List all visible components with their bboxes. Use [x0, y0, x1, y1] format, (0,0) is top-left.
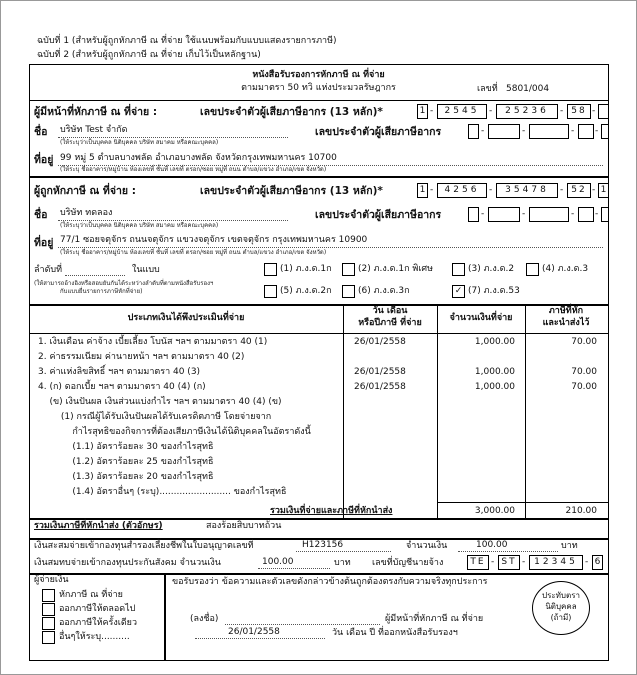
- doc-no-label: เลขที่: [477, 84, 498, 94]
- acct-box: ST: [498, 555, 520, 570]
- row-desc: 1. เงินเดือน ค่าจ้าง เบี้ยเลี้ยง โบนัส ฯลฯ ตามมาตรา 40 (1): [38, 337, 268, 347]
- order-hint2: กับแบบยื่นรายการภาษีหักที่จ่าย): [60, 288, 143, 295]
- payer-address: 99 หมู่ 5 ตำบลบางพลัด อำเภอบางพลัด จังหวัดกรุงเทพมหานคร 10700: [60, 153, 337, 163]
- form-option-label: (4) ภ.ง.ด.3: [542, 264, 589, 274]
- payee-section-label: ผู้ถูกหักภาษี ณ ที่จ่าย :: [34, 185, 136, 197]
- checkbox[interactable]: [452, 263, 465, 276]
- form-option-label: (1) ภ.ง.ด.1ก: [280, 264, 332, 274]
- payer-name-hint: (ให้ระบุว่าเป็นบุคคล นิติบุคคล บริษัท สมาคม หรือคณะบุคคล): [60, 139, 219, 146]
- acct-box: 6: [592, 555, 603, 570]
- table-row: [30, 337, 606, 352]
- acct-box: TE: [467, 555, 489, 570]
- digit-box: 1: [417, 104, 428, 119]
- row-tax: 70.00: [571, 337, 597, 347]
- row-date: 26/01/2558: [354, 382, 406, 392]
- table-row: [30, 487, 606, 502]
- table-row: [30, 397, 606, 412]
- checkbox[interactable]: [264, 285, 277, 298]
- sso-label: เงินสมทบจ่ายเข้ากองทุนประกันสังคม จำนวนเงิน: [34, 558, 221, 568]
- table-body: [30, 337, 606, 502]
- total-tax: 210.00: [565, 506, 597, 516]
- row-desc: 2. ค่าธรรมเนียม ค่านายหน้า ฯลฯ ตามมาตรา 40 (2): [38, 352, 245, 362]
- row-tax: 70.00: [571, 367, 597, 377]
- digit-box: 2545: [437, 104, 487, 119]
- row-desc: (1.1) อัตราร้อยละ 30 ของกำไรสุทธิ: [38, 442, 214, 452]
- checkbox[interactable]: [42, 617, 55, 630]
- certify-statement: ขอรับรองว่า ข้อความและตัวเลขดังกล่าวข้างต้นถูกต้องตรงกับความจริงทุกประการ: [172, 577, 488, 587]
- row-desc: (1.3) อัตราร้อยละ 20 ของกำไรสุทธิ: [38, 472, 214, 482]
- form-option-6[interactable]: [342, 285, 442, 299]
- digit-box: [598, 104, 609, 119]
- row-desc: กำไรสุทธิของกิจการที่ต้องเสียภาษีเงินได้นิติบุคคลในอัตราดังนี้: [38, 427, 311, 437]
- payer-taxid-label: เลขประจำตัวผู้เสียภาษีอากร (13 หลัก)*: [200, 106, 383, 118]
- payer-type-option-label: ออกภาษีให้ครั้งเดียว: [59, 618, 138, 628]
- copy1-note: ฉบับที่ 1 (สำหรับผู้ถูกหักภาษี ณ ที่จ่าย ใช้แนบพร้อมกับแบบแสดงรายการภาษี): [37, 36, 337, 46]
- row-desc: (1) กรณีผู้ได้รับเงินปันผลได้รับเครดิตภาษี โดยจ่ายจาก: [38, 412, 272, 422]
- gpf-label: เงินสะสมจ่ายเข้ากองทุนสำรองเลี้ยงชีพในใบอนุญาตเลขที่: [34, 541, 254, 551]
- payee-taxid2-boxes: - - - -: [468, 207, 608, 223]
- payer-name: บริษัท Test จำกัด: [60, 125, 128, 135]
- payer-address-label: ที่อยู่: [34, 154, 54, 166]
- payer-type-option[interactable]: [42, 617, 162, 630]
- doc-no: 5801/004: [506, 84, 550, 94]
- payer-type-option-label: หักภาษี ณ ที่จ่าย: [59, 590, 123, 600]
- issue-date-caption: วัน เดือน ปี ที่ออกหนังสือรับรองฯ: [332, 628, 458, 638]
- row-tax: 70.00: [571, 382, 597, 392]
- seal-line2: นิติบุคคล: [545, 602, 577, 611]
- total-words-label: รวมเงินภาษีที่หักนำส่ง (ตัวอักษร): [34, 521, 163, 531]
- row-amount: 1,000.00: [474, 367, 515, 377]
- th-amount: จำนวนเงินที่จ่าย: [449, 313, 513, 323]
- digit-box: 52: [567, 183, 591, 198]
- form-option-label: (2) ภ.ง.ด.1ก พิเศษ: [358, 264, 434, 274]
- payer-taxid2-label: เลขประจำตัวผู้เสียภาษีอากร: [315, 126, 442, 138]
- form-option-5[interactable]: [264, 285, 354, 299]
- payer-address-hint: (ให้ระบุ ชื่ออาคาร/หมู่บ้าน ห้องเลขที่ ชั้นที่ เลขที่ ตรอก/ซอย หมู่ที่ ถนน ตำบล/แขวง อำเภอ/เขต จังหวัด): [60, 166, 327, 173]
- th-date2: หรือปีภาษี ที่จ่าย: [358, 318, 422, 328]
- order-in-form: ในแบบ: [132, 265, 160, 275]
- form-option-label: (5) ภ.ง.ด.2ก: [280, 286, 332, 296]
- order-hint1: (ให้สามารถอ้างอิงหรือสอบยันกันได้ระหว่างลำดับที่ตามหนังสือรับรองฯ: [34, 280, 214, 287]
- table-row: [30, 442, 606, 457]
- issue-date: 26/01/2558: [228, 627, 280, 637]
- order-label: ลำดับที่: [34, 265, 63, 275]
- table-row: [30, 367, 606, 382]
- gpf-amount-label: จำนวนเงิน: [406, 541, 448, 551]
- payee-address-label: ที่อยู่: [34, 237, 54, 249]
- payer-taxid: 1 - 2545 - 25236 - 58 -: [417, 104, 607, 120]
- form-subtitle: ตามมาตรา 50 ทวิ แห่งประมวลรัษฎากร: [241, 83, 396, 93]
- payer-name-label: ชื่อ: [34, 126, 48, 138]
- payer-type-option-label: ออกภาษีให้ตลอดไป: [59, 604, 136, 614]
- th-date1: วัน เดือน: [372, 306, 408, 316]
- row-date: 26/01/2558: [354, 337, 406, 347]
- row-desc: 3. ค่าแห่งลิขสิทธิ์ ฯลฯ ตามมาตรา 40 (3): [38, 367, 201, 377]
- employer-label: เลขที่บัญชีนายจ้าง: [372, 558, 444, 568]
- form-option-3[interactable]: [452, 263, 532, 277]
- payee-name-label: ชื่อ: [34, 209, 48, 221]
- employer-acct: TE - ST - 12345 - 6: [467, 555, 605, 571]
- digit-box: 1: [598, 183, 609, 198]
- digit-box: 4256: [437, 183, 487, 198]
- form-option-label: (3) ภ.ง.ด.2: [468, 264, 515, 274]
- payee-address-hint: (ให้ระบุ ชื่ออาคาร/หมู่บ้าน ห้องเลขที่ ชั้นที่ เลขที่ ตรอก/ซอย หมู่ที่ ถนน ตำบล/แขวง อำเภอ/เขต จังหวัด): [60, 249, 327, 256]
- form-option-4[interactable]: [526, 263, 606, 277]
- checkbox[interactable]: [42, 631, 55, 644]
- total-words: สองร้อยสิบบาทถ้วน: [206, 521, 282, 531]
- copy2-note: ฉบับที่ 2 (สำหรับผู้ถูกหักภาษี ณ ที่จ่าย เก็บไว้เป็นหลักฐาน): [37, 50, 261, 60]
- th-tax1: ภาษีที่หัก: [548, 306, 584, 316]
- sso-amount: 100.00: [262, 557, 294, 567]
- checkbox[interactable]: [264, 263, 277, 276]
- table-row: [30, 427, 606, 442]
- th-tax2: และนำส่งไว้: [542, 318, 590, 328]
- table-row: [30, 352, 606, 367]
- checkbox[interactable]: ✓: [452, 285, 465, 298]
- signer-role: ผู้มีหน้าที่หักภาษี ณ ที่จ่าย: [385, 614, 484, 624]
- form-option-7[interactable]: [452, 285, 552, 299]
- th-type: ประเภทเงินได้พึงประเมินที่จ่าย: [127, 313, 245, 323]
- row-amount: 1,000.00: [474, 382, 515, 392]
- checkbox[interactable]: [342, 285, 355, 298]
- gpf-no: H123156: [302, 540, 344, 550]
- digit-box: 25236: [496, 104, 558, 119]
- form-option-1[interactable]: [264, 263, 354, 277]
- digit-box: 35478: [496, 183, 558, 198]
- payee-taxid2-label: เลขประจำตัวผู้เสียภาษีอากร: [315, 209, 442, 221]
- total-label: รวมเงินที่จ่ายและภาษีที่หักนำส่ง: [270, 506, 393, 516]
- row-desc: (1.2) อัตราร้อยละ 25 ของกำไรสุทธิ: [38, 457, 214, 467]
- payer-type-label: ผู้จ่ายเงิน: [34, 575, 69, 585]
- row-desc: 4. (ก) ดอกเบี้ย ฯลฯ ตามมาตรา 40 (4) (ก): [38, 382, 206, 392]
- sign-label: (ลงชื่อ): [190, 614, 219, 624]
- total-amount: 3,000.00: [474, 506, 515, 516]
- acct-box: 12345: [529, 555, 583, 570]
- row-desc: (1.4) อัตราอื่นๆ (ระบุ)......................... ของกำไรสุทธิ: [38, 487, 287, 497]
- sso-baht: บาท: [334, 558, 351, 568]
- payer-section-label: ผู้มีหน้าที่หักภาษี ณ ที่จ่าย :: [34, 106, 158, 118]
- payer-taxid2-boxes: - - - -: [468, 124, 608, 140]
- checkbox[interactable]: [42, 603, 55, 616]
- payee-taxid: 1 - 4256 - 35478 - 52 - 1: [417, 183, 607, 199]
- gpf-baht: บาท: [561, 541, 578, 551]
- table-row: [30, 457, 606, 472]
- company-seal: [532, 581, 590, 635]
- form-option-label: (6) ภ.ง.ด.3ก: [358, 286, 410, 296]
- table-row: [30, 382, 606, 397]
- payer-type-option-label: อื่นๆให้ระบุ..........: [59, 632, 130, 642]
- payer-type-option[interactable]: [42, 603, 162, 616]
- checkbox[interactable]: [342, 263, 355, 276]
- payer-type-option[interactable]: [42, 631, 162, 644]
- seal-line3: (ถ้ามี): [550, 613, 572, 622]
- row-desc: (ข) เงินปันผล เงินส่วนแบ่งกำไร ฯลฯ ตามมาตรา 40 (4) (ข): [38, 397, 282, 407]
- payee-address: 77/1 ซอยจตุจักร ถนนจตุจักร แขวงจตุจักร เขตจตุจักร กรุงเทพมหานคร 10900: [60, 235, 368, 245]
- checkbox[interactable]: [526, 263, 539, 276]
- payee-name-hint: (ให้ระบุว่าเป็นบุคคล นิติบุคคล บริษัท สมาคม หรือคณะบุคคล): [60, 222, 219, 229]
- form-title: หนังสือรับรองการหักภาษี ณ ที่จ่าย: [252, 70, 385, 80]
- payer-type-option[interactable]: [42, 589, 162, 602]
- seal-line1: ประทับตรา: [541, 591, 580, 600]
- form-option-label: (7) ภ.ง.ด.53: [468, 286, 520, 296]
- table-row: [30, 412, 606, 427]
- payee-taxid-label: เลขประจำตัวผู้เสียภาษีอากร (13 หลัก)*: [200, 185, 383, 197]
- table-row: [30, 472, 606, 487]
- form-option-2[interactable]: [342, 263, 452, 277]
- row-date: 26/01/2558: [354, 367, 406, 377]
- payee-name: บริษัท ทดลอง: [60, 208, 113, 218]
- digit-box: 58: [567, 104, 591, 119]
- digit-box: 1: [417, 183, 428, 198]
- checkbox[interactable]: [42, 589, 55, 602]
- row-amount: 1,000.00: [474, 337, 515, 347]
- gpf-amount: 100.00: [476, 540, 508, 550]
